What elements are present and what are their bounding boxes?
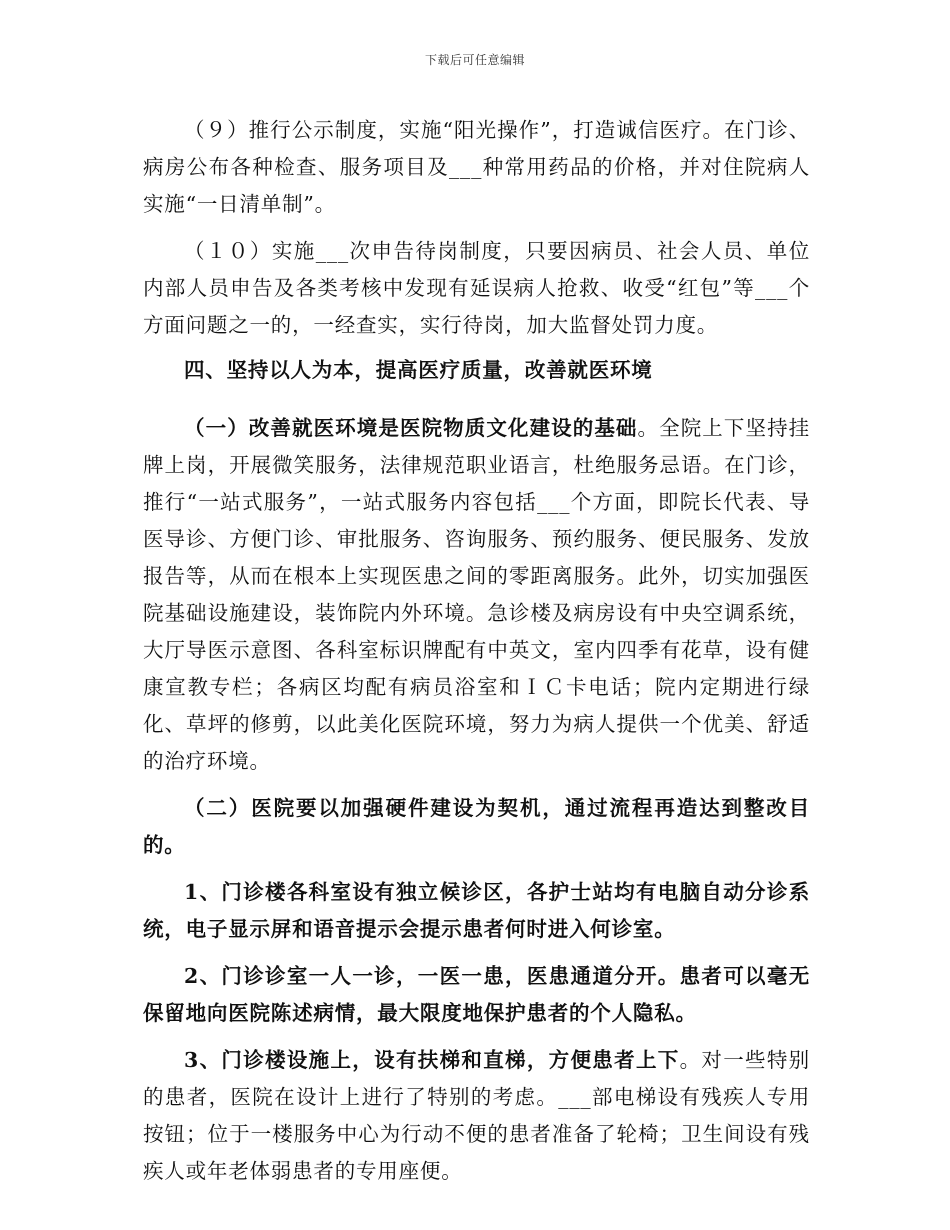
item-1: 1、门诊楼各科室设有独立候诊区，各护士站均有电脑自动分诊系统，电子显示屏和语音提示会提示患者何时进入何诊室。 bbox=[143, 879, 810, 941]
item-3-body: 。对一些特别的患者，医院在设计上进行了特别的考虑。___部电梯设有残疾人专用按钮；位于一楼服务中心为行动不便的患者准备了轮椅；卫生间设有残疾人或年老体弱患者的专用座便。 bbox=[143, 1047, 810, 1183]
document-body bbox=[143, 112, 810, 1190]
page-header: 下载后可任意编辑 bbox=[424, 53, 525, 67]
subsection-1-lead: （一）改善就医环境是医院物质文化建设的基础 bbox=[184, 415, 638, 440]
subsection-1-body: 。全院上下坚持挂牌上岗，开展微笑服务，法律规范职业语言，杜绝服务忌语。在门诊，推行“一站式服务”，一站式服务内容包括___个方面，即院长代表、导医导诊、方便门诊、审批服务、咨询服务、预约服务、便民服务、发放报告等，从而在根本上实现医患之间的零距离服务。此外，切实加强医院基础设施建设，装饰院内外环境。急诊楼及病房设有中央空调系统，大厅导医示意图、各科室标识牌配有中英文，室内四季有花草，设有健康宣教专栏；各病区均配有病员浴室和ＩＣ卡电话；院内定期进行绿化、草坪的修剪，以此美化医院环境，努力为病人提供一个优美、舒适的治疗环境。 bbox=[143, 415, 810, 773]
item-3 bbox=[143, 1042, 810, 1190]
paragraph-10: （１０）实施___次申告待岗制度，只要因病员、社会人员、单位内部人员申告及各类考核中发现有延误病人抢救、收受“红包”等___个方面问题之一的，一经查实，实行待岗，加大监督处罚力度。 bbox=[143, 239, 810, 337]
subsection-2: （二）医院要以加强硬件建设为契机，通过流程再造达到整改目的。 bbox=[143, 795, 810, 857]
item-3-lead: 3、门诊楼设施上，设有扶梯和直梯，方便患者上下 bbox=[184, 1047, 680, 1072]
item-2: 2、门诊诊室一人一诊，一医一患，医患通道分开。患者可以毫无保留地向医院陈述病情，最大限度地保护患者的个人隐私。 bbox=[143, 963, 810, 1025]
subsection-1 bbox=[143, 410, 810, 780]
paragraph-9: （９）推行公示制度，实施“阳光操作”，打造诚信医疗。在门诊、病房公布各种检查、服务项目及___种常用药品的价格，并对住院病人实施“一日清单制”。 bbox=[143, 118, 810, 216]
section-heading-4: 四、坚持以人为本，提高医疗质量，改善就医环境 bbox=[184, 358, 653, 382]
